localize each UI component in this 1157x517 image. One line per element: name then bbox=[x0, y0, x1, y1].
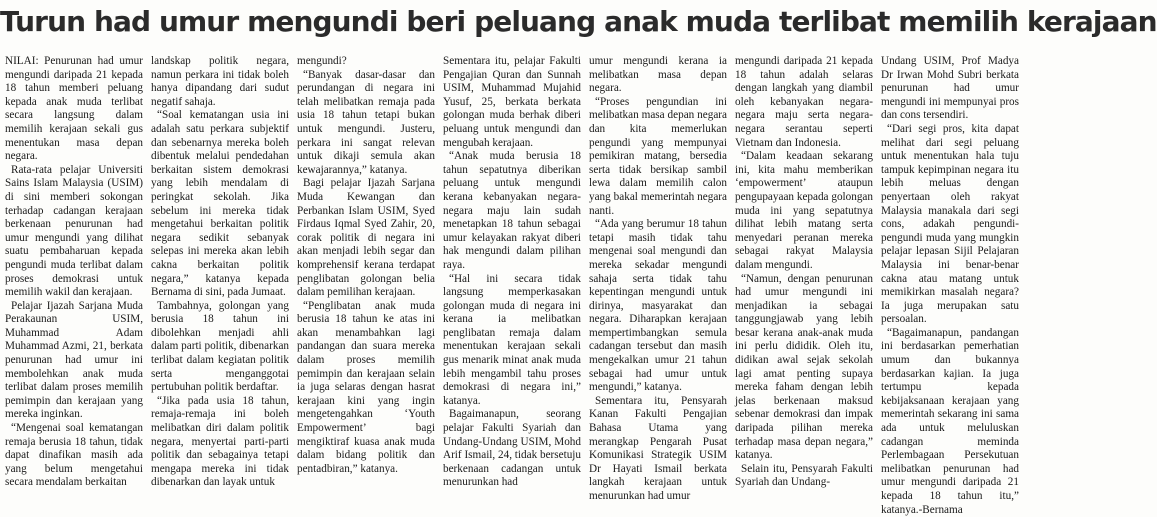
paragraph: Undang USIM, Prof Madya Dr Irwan Mohd Subri berkata penurunan had umur mengundi ini mempunyai pros dan cons tersendiri. bbox=[881, 55, 1019, 122]
paragraph: “Proses pengundian ini melibatkan masa depan negara dan kita memerlukan pengundi yang mempunyai pemikiran matang, bersedia serta tidak bersikap sambil lewa dalam memilih calon yang bakal memerintah negara nanti. bbox=[589, 95, 727, 217]
paragraph: “Dalam keadaan sekarang ini, kita mahu memberikan ‘empowerment’ ataupun pengupayaan kepada golongan muda ini yang sepatutnya dilihat lebih matang serta menyedari peranan mereka sebagai rakyat Malaysia dalam mengundi. bbox=[735, 150, 873, 271]
paragraph: “Penglibatan anak muda berusia 18 tahun ke atas ini akan menambahkan lagi pandangan dan suara mereka dalam proses memilih pemimpin dan kerajaan selain ia juga selaras dengan hasrat kerajaan kini yang ingin mengetengahkan ‘Youth Empowerment’ bagi mengiktiraf kuasa anak muda dalam bidang politik dan pentadbiran,” katanya. bbox=[297, 299, 435, 475]
paragraph: Pelajar Ijazah Sarjana Muda Perakaunan USIM, Muhammad Adam Muhammad Azmi, 21, berkata penurunan had umur ini membolehkan anak muda terlibat dalam proses memilih pemimpin dan kerajaan yang mereka inginkan. bbox=[5, 299, 143, 421]
paragraph: Bagaimanapun, seorang pelajar Fakulti Syariah dan Undang-Undang USIM, Mohd Arif Ismail, 24, tidak bersetuju berkenaan cadangan untuk menurunkan had bbox=[443, 408, 581, 489]
article-column-1 bbox=[5, 55, 143, 489]
paragraph: mengundi? bbox=[297, 55, 347, 67]
paragraph: Bagi pelajar Ijazah Sarjana Muda Kewangan dan Perbankan Islam USIM, Syed Firdaus Iqmal Syed Zahir, 20, corak politik di negara ini akan menjadi lebih segar dan komprehensif kerana terdapat penglibatan golongan belia dalam pemilihan kerajaan. bbox=[297, 177, 435, 299]
paragraph: “Bagaimanapun, pandangan ini berdasarkan pemerhatian umum dan bukannya berdasarkan kajian. Ia juga tertumpu kepada kebijaksanaan kerajaan yang memerintah sekarang ini sama ada untuk meluluskan cadangan meminda Perlembagaan Persekutuan melibatkan penurunan had umur mengundi daripada 21 kepada 18 tahun itu,” katanya.-Bernama bbox=[881, 326, 1019, 516]
article-column-4 bbox=[443, 55, 581, 489]
paragraph: “Anak muda berusia 18 tahun sepatutnya diberikan peluang untuk mengundi kerana kebanyakan negara-negara maju lain sudah menetapkan 18 tahun sebagai umur kelayakan rakyat diberi hak mengundi dalam pilihan raya. bbox=[443, 150, 581, 271]
paragraph: “Soal kematangan usia ini adalah satu perkara subjektif dan sebenarnya mereka boleh dibentuk melalui pendedahan berkaitan sistem demokrasi yang lebih mendalam di peringkat sekolah. Jika sebelum ini mereka tidak mengetahui berkaitan politik negara sedikit sebanyak selepas ini mereka akan lebih cakna berkaitan politik negara,” katanya kepada Bernama di sini, pada Jumaat. bbox=[151, 109, 289, 299]
paragraph: Sementara itu, pelajar Fakulti Pengajian Quran dan Sunnah USIM, Muhammad Mujahid Yusuf, 25, berkata berkata golongan muda berhak diberi peluang untuk mengundi dan mengubah kerajaan. bbox=[443, 55, 581, 149]
paragraph: mengundi daripada 21 kepada 18 tahun adalah selaras dengan langkah yang diambil oleh kebanyakan negara-negara maju serta negara-negara serantau seperti Vietnam dan Indonesia. bbox=[735, 55, 873, 149]
article-column-5 bbox=[589, 55, 727, 502]
paragraph: “Hal ini secara tidak langsung memperkasakan golongan muda di negara ini kerana ia melibatkan penglibatan remaja dalam menentukan kerajaan sekali gus menarik minat anak muda lebih mengambil tahu proses demokrasi di negara ini,” katanya. bbox=[443, 272, 581, 407]
article-column-7 bbox=[881, 55, 1019, 516]
headline: Turun had umur mengundi beri peluang anak muda terlibat memilih kerajaan bbox=[0, 5, 1157, 38]
paragraph: Tambahnya, golongan yang berusia 18 tahun ini dibolehkan menjadi ahli dalam parti politik, dibenarkan terlibat dalam kegiatan politik serta menganggotai pertubuhan politik berdaftar. bbox=[151, 299, 289, 394]
paragraph: Selain itu, Pensyarah Fakulti Syariah dan Undang- bbox=[735, 462, 873, 489]
paragraph: “Banyak dasar-dasar dan perundangan di negara ini telah melibatkan remaja pada usia 18 tahun tetapi bukan untuk mengundi. Justeru, perkara ini sangat relevan untuk dikaji semula akan kewajarannya,” katanya. bbox=[297, 68, 435, 176]
paragraph: landskap politik negara, namun perkara ini tidak boleh hanya dipandang dari sudut negatif sahaja. bbox=[151, 55, 289, 108]
paragraph: NILAI: Penurunan had umur mengundi daripada 21 kepada 18 tahun memberi peluang kepada anak muda terlibat secara langsung dalam memilih kerajaan sekali gus menentukan masa depan negara. bbox=[5, 55, 143, 163]
article-column-3 bbox=[297, 55, 435, 475]
paragraph: “Namun, dengan penurunan had umur mengundi ini menjadikan ia sebagai tanggungjawab yang lebih besar kerana anak-anak muda ini perlu dididik. Oleh itu, didikan awal sejak sekolah lagi amat penting supaya mereka faham dengan lebih jelas berkenaan maksud sebenar demokrasi dan impak daripada pilihan mereka terhadap masa depan negara,” katanya. bbox=[735, 272, 873, 462]
article-column-2 bbox=[151, 55, 289, 489]
paragraph: “Jika pada usia 18 tahun, remaja-remaja ini boleh melibatkan diri dalam politik negara, menyertai parti-parti politik dan sebagainya tetapi mengapa mereka ini tidak dibenarkan dan layak untuk bbox=[151, 394, 289, 489]
article-column-6 bbox=[735, 55, 873, 489]
paragraph: “Mengenai soal kematangan remaja berusia 18 tahun, tidak dapat dinafikan masih ada yang belum mengetahui secara mendalam berkaitan bbox=[5, 422, 143, 489]
paragraph: “Ada yang berumur 18 tahun tetapi masih tidak tahu mengenai soal mengundi dan mereka sekadar mengundi sahaja serta tidak tahu kepentingan mengundi untuk dirinya, masyarakat dan negara. Diharapkan kerajaan mempertimbangkan semula cadangan tersebut dan masih mengekalkan umur 21 tahun sebagai had umur untuk mengundi,” katanya. bbox=[589, 218, 727, 394]
paragraph: “Dari segi pros, kita dapat melihat dari segi peluang untuk menentukan hala tuju tampuk kepimpinan negara itu lebih meluas dengan penyertaan oleh rakyat Malaysia manakala dari segi cons, adakah pengundi-pengundi muda yang mungkin pelajar lepasan Sijil Pelajaran Malaysia ini benar-benar cakna atau matang untuk memikirkan masalah negara? Ia juga merupakan satu persoalan. bbox=[881, 122, 1019, 326]
paragraph: umur mengundi kerana ia melibatkan masa depan negara. bbox=[589, 55, 727, 95]
paragraph: Rata-rata pelajar Universiti Sains Islam Malaysia (USIM) di sini memberi sokongan terhadap cadangan kerajaan berkenaan penurunan had umur mengundi yang dilihat suatu pembaharuan kepada pengundi muda terlibat dalam proses demokrasi untuk memilih wakil dan kerajaan. bbox=[5, 163, 143, 299]
paragraph: Sementara itu, Pensyarah Kanan Fakulti Pengajian Bahasa Utama yang merangkap Pengarah Pusat Komunikasi Strategik USIM Dr Hayati Ismail berkata langkah kerajaan untuk menurunkan had umur bbox=[589, 394, 727, 502]
article-body bbox=[5, 55, 1021, 516]
